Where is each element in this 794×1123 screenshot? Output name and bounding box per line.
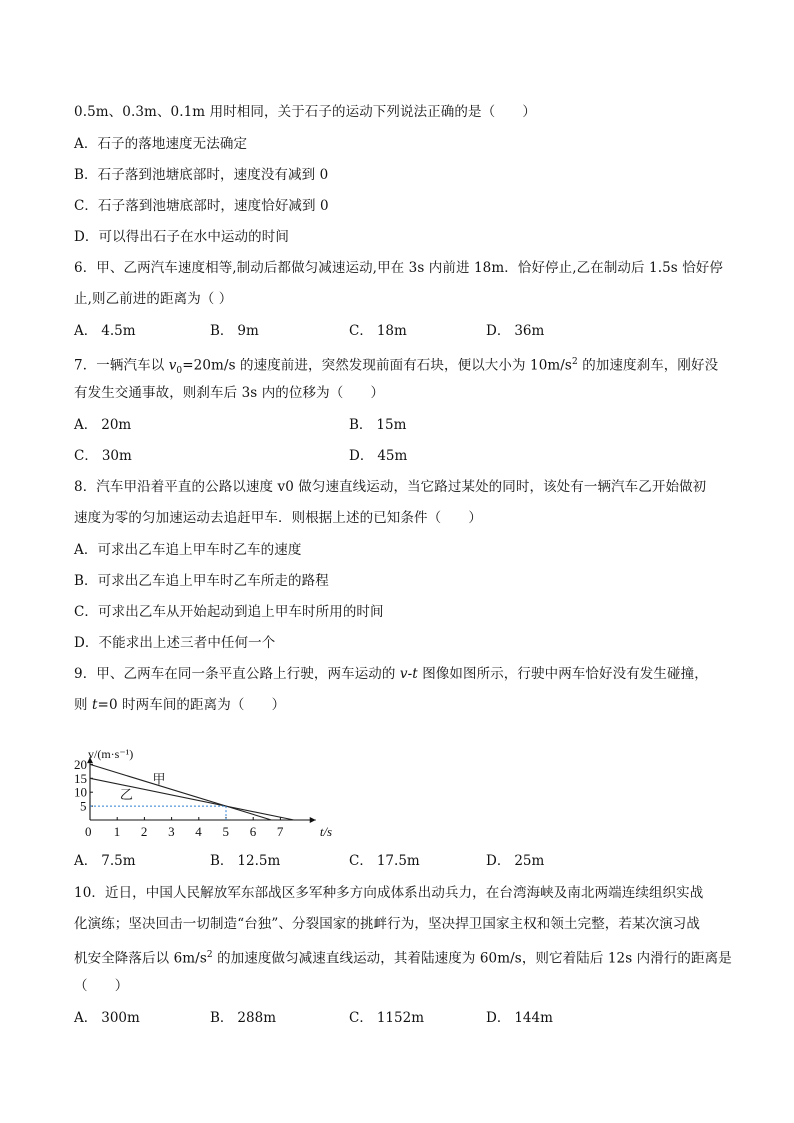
q10-stem-line1: 10．近日，中国人民解放军东部战区多军种多方向成体系出动兵力，在台湾海峡及南北两端连续组织实战	[74, 885, 704, 901]
q5-option-c: C．石子落到池塘底部时，速度恰好减到 0	[74, 198, 329, 214]
q10-stem-line4: （ ）	[74, 978, 129, 994]
q5-stem-tail: 0.5m、0.3m、0.1m 用时相同，关于石子的运动下列说法正确的是（ ）	[74, 104, 537, 120]
q10-option-b: B． 288m	[210, 1010, 276, 1026]
q9-vt-graph	[74, 720, 334, 845]
q9-option-c: C． 17.5m	[349, 853, 420, 869]
q6-stem-line2: 止,则乙前进的距离为（ ）	[74, 291, 233, 307]
x-tick-label: 0	[85, 824, 92, 839]
x-tick-label: 1	[113, 824, 121, 839]
q9-stem-line2: 则 t=0 时两车间的距离为（ ）	[74, 697, 286, 713]
q5-option-d: D．可以得出石子在水中运动的时间	[74, 229, 289, 245]
q8-stem-line2: 速度为零的匀加速运动去追赶甲车．则根据上述的已知条件（ ）	[74, 510, 482, 526]
q8-option-b: B．可求出乙车追上甲车时乙车所走的路程	[74, 573, 329, 589]
series-line-jia	[90, 764, 271, 820]
q9-stem-line1: 9．甲、乙两车在同一条平直公路上行驶，两车运动的 v-t 图像如图所示，行驶中两车恰好没有发生碰撞，	[74, 666, 708, 682]
q6-option-c: C． 18m	[349, 323, 407, 339]
q5-option-a: A．石子的落地速度无法确定	[74, 136, 248, 152]
q10-option-c: C． 1152m	[349, 1010, 425, 1026]
q8-stem-line1: 8．汽车甲沿着平直的公路以速度 v0 做匀速直线运动，当它路过某处的同时，该处有一辆汽车乙开始做初	[74, 479, 707, 495]
series-label-yi: 乙	[119, 786, 133, 802]
q7-option-b: B． 15m	[349, 417, 407, 433]
q7-stem-line2: 有发生交通事故，则刹车后 3s 内的位移为（ ）	[74, 385, 385, 401]
y-tick-label: 10	[74, 784, 87, 800]
q9-option-d: D． 25m	[486, 853, 545, 869]
y-tick-label: 5	[80, 798, 87, 814]
q7-stem-line1: 7．一辆汽车以 $v_0=20m/s$ 的速度前进，突然发现前面有石块，便以大小为 $10m/s^2$ 的加速度刹车，刚好没	[74, 357, 719, 377]
x-tick-label: 5	[222, 824, 229, 839]
x-tick-label: 7	[276, 824, 284, 839]
q7-option-d: D． 45m	[349, 448, 408, 464]
q6-option-b: B． 9m	[210, 323, 259, 339]
q9-option-a: A． 7.5m	[74, 853, 136, 869]
q10-stem-line3: 机安全降落后以 $6m/s^2$ 的加速度做匀减速直线运动，其着陆速度为 60m/s，则它着陆后 12s 内滑行的距离是	[74, 950, 732, 967]
y-tick-label: 15	[74, 770, 87, 786]
q8-option-a: A．可求出乙车追上甲车时乙车的速度	[74, 542, 302, 558]
y-axis-label: v/(m·s⁻¹)	[88, 747, 134, 762]
series-label-jia: 甲	[152, 771, 166, 787]
y-tick-label: 20	[74, 756, 87, 772]
q6-option-a: A． 4.5m	[74, 323, 136, 339]
q6-option-d: D． 36m	[486, 323, 545, 339]
q8-option-c: C．可求出乙车从开始起动到追上甲车时所用的时间	[74, 604, 384, 620]
q10-option-a: A． 300m	[74, 1010, 140, 1026]
x-tick-label: 4	[195, 824, 202, 839]
q5-option-b: B．石子落到池塘底部时，速度没有减到 0	[74, 167, 329, 183]
q9-option-b: B． 12.5m	[210, 853, 281, 869]
q7-option-a: A． 20m	[74, 417, 132, 433]
x-tick-label: 3	[168, 824, 175, 839]
q10-stem-line2: 化演练；坚决回击一切制造“台独”、分裂国家的挑衅行为，坚决捍卫国家主权和领土完整，若某次演习战	[74, 916, 701, 932]
q8-option-d: D．不能求出上述三者中任何一个	[74, 635, 276, 651]
vt-graph-svg	[74, 720, 334, 845]
x-tick-label: 2	[140, 824, 148, 839]
x-axis-arrow	[310, 817, 316, 823]
x-tick-label: 6	[249, 824, 257, 839]
q10-option-d: D． 144m	[486, 1010, 553, 1026]
x-axis-label: t/s	[319, 824, 333, 839]
q6-stem-line1: 6．甲、乙两汽车速度相等,制动后都做匀减速运动,甲在 3s 内前进 18m．恰好停止,乙在制动后 1.5s 恰好停	[74, 260, 724, 276]
q7-option-c: C． 30m	[74, 448, 132, 464]
